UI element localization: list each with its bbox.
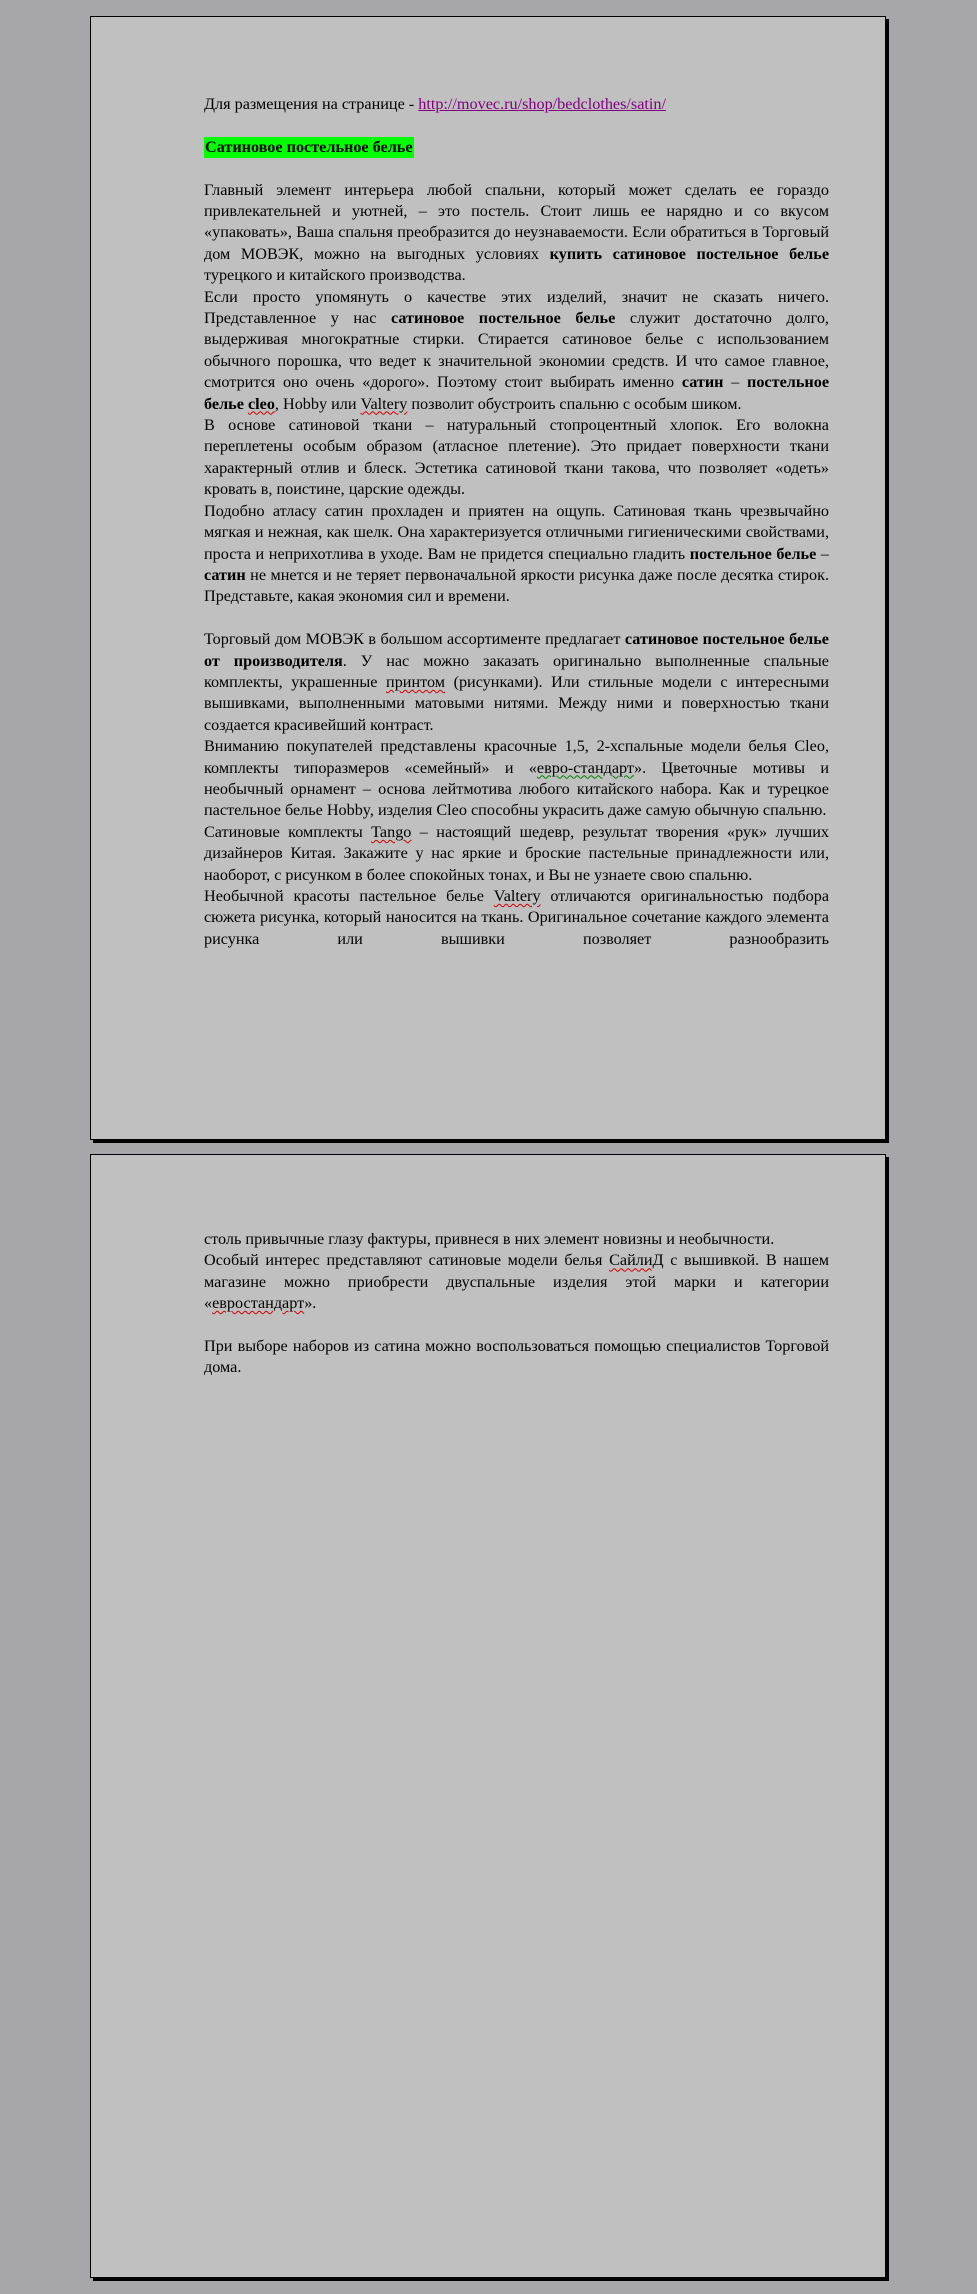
paragraph-8-continued: столь привычные глазу фактуры, привнеся в них элемент новизны и необычности. [204,1230,775,1248]
page-1-text [204,94,829,950]
paragraph-2: Если просто упомянуть о качестве этих изделий, значит не сказать ничего. Представленное у нас сатиновое постельное белье служит достаточно долго, выдерживая многократные стирки. Стирается сатиновое белье с использованием обычного порошка, что ведет к значительной экономии средств. И что самое главное, смотрится оно очень «дорого». Поэтому стоит выбирать именно сатин – постельное белье cleo, Hobby или Valtery позволит обустроить спальню с особым шиком. [204,287,830,413]
paragraph-6: Вниманию покупателей представлены красочные 1,5, 2-хспальные модели белья Cleo, комплекты типоразмеров «семейный» и «евро-стандарт». Цветочные мотивы и необычный орнамент – основа лейтмотива любого китайского набора. Как и турецкое пастельное белье Hobby, изделия Cleo способны украсить даже самую обычную спальню. [204,737,829,820]
heading-paragraph [204,137,829,158]
paragraph-7: Сатиновые комплекты Tango – настоящий шедевр, результат творения «рук» лучших дизайнеров Китая. Закажите у нас яркие и броские пастельные принадлежности или, наоборот, с рисунком в более спокойных тонах, и Вы не узнаете свою спальню. [204,822,829,884]
paragraph-8: Необычной красоты пастельное белье Valtery отличаются оригинальностью подбора сюжета рисунка, который наносится на ткань. Оригинальное сочетание каждого элемента рисунка или вышивки позволяет разнообразить [204,886,830,948]
paragraph-4: Подобно атласу сатин прохладен и приятен на ощупь. Сатиновая ткань чрезвычайно мягкая и нежная, как шелк. Она характеризуется отличными гигиеническими свойствами, проста и неприхотлива в уходе. Вам не придется специально гладить постельное белье – сатин не мнется и не теряет первоначальной яркости рисунка даже после десятка стирок. Представьте, какая экономия сил и времени. [204,501,830,606]
satin-page-link[interactable]: http://movec.ru/shop/bedclothes/satin/ [418,95,666,113]
document-page-1 [90,16,886,1140]
paragraph-5: Торговый дом МОВЭК в большом ассортименте предлагает сатиновое постельное белье от производителя. У нас можно заказать оригинально выполненные спальные комплекты, украшенные принтом (рисунками). Или стильные модели с интересными вышивками, выполненными матовыми нитями. Между ними и поверхностью ткани создается красивейший контраст. [204,630,829,734]
paragraph-9: Особый интерес представляют сатиновые модели белья СайлиД с вышивкой. В нашем магазине можно приобрести двуспальные изделия этой марки и категории «евростандарт». [204,1251,830,1313]
page-2-text [204,1229,829,1379]
paragraph-3: В основе сатиновой ткани – натуральный стопроцентный хлопок. Его волокна переплетены особым образом (атласное плетение). Это придает поверхности ткани характерный отлив и блеск. Эстетика сатиновой ткани такова, что позволяет «одеть» кровать в, поистине, царские одежды. [204,416,829,499]
paragraph-10: При выборе наборов из сатина можно воспользоваться помощью специалистов Торговой дома. [204,1337,829,1377]
intro-line: Для размещения на странице - http://movec.ru/shop/bedclothes/satin/ [204,95,666,113]
paragraph-1: Главный элемент интерьера любой спальни, который может сделать ее гораздо привлекательней и уютней, – это постель. Стоит лишь ее нарядно и со вкусом «упаковать», Ваша спальня преобразится до неузнаваемости. Если обратиться в Торговый дом МОВЭК, можно на выгодных условиях купить сатиновое постельное белье турецкого и китайского производства. [204,180,830,285]
document-page-2 [90,1154,886,2278]
document-heading: Сатиновое постельное белье [204,137,414,158]
